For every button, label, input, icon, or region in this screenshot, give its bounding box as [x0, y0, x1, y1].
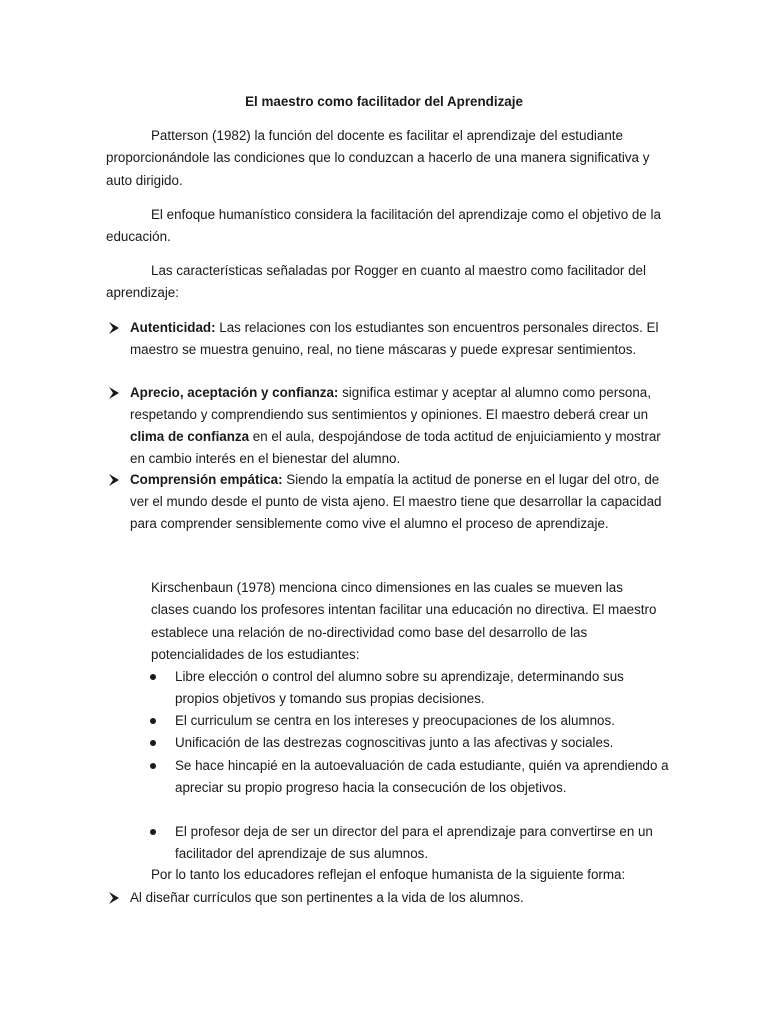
arrow-bullet-icon [108, 891, 120, 905]
text-aprecio-before: significa estimar y aceptar al alumno como persona, respetando y comprendiendo sus sentimientos y opiniones. El maestro deberá crear un [130, 385, 651, 422]
term-autenticidad: Autenticidad: [130, 320, 216, 335]
list-item-dimension-5 [175, 821, 671, 865]
dimension-text: Libre elección o control del alumno sobre su aprendizaje, determinando sus propios objetivos y tomando sus propias decisiones. [175, 669, 624, 706]
dimension-text: El curriculum se centra en los intereses y preocupaciones de los alumnos. [175, 713, 615, 728]
list-item-aprecio [130, 382, 666, 470]
list-item-dimension-3 [175, 732, 671, 754]
paragraph-kirschenbaun: Kirschenbaun (1978) menciona cinco dimensiones en las cuales se mueven las clases cuando los profesores intentan facilitar una educación no directiva. El maestro establece una relación de no-directividad como base del desarrollo de las potencialidades de los estudiantes: [151, 580, 657, 662]
document-title: El maestro como facilitador del Aprendizaje [245, 94, 523, 109]
dimension-text: El profesor deja de ser un director del para el aprendizaje para convertirse en un facilitador del aprendizaje de sus alumnos. [175, 824, 653, 861]
text-comprension: Siendo la empatía la actitud de ponerse en el lugar del otro, de ver el mundo desde el punto de vista ajeno. El maestro tiene que desarrollar la capacidad para comprender sensiblemente como vive el alumno el proceso de aprendizaje. [130, 472, 662, 531]
emphasis-clima-confianza: clima de confianza [130, 429, 250, 444]
list-item-dimension-1 [175, 666, 671, 710]
list-item-autenticidad [130, 317, 666, 361]
term-comprension: Comprensión empática: [130, 472, 283, 487]
bullet-dot-icon [150, 674, 156, 680]
dimension-text: Se hace hincapié en la autoevaluación de cada estudiante, quién va aprendiendo a apreciar su propio progreso hacia la consecución de los objetivos. [175, 758, 669, 795]
arrow-bullet-icon [108, 321, 120, 335]
arrow-bullet-icon [108, 473, 120, 487]
list-item-comprension [130, 469, 666, 535]
bullet-dot-icon [150, 763, 156, 769]
final-item-text: Al diseñar currículos que son pertinentes a la vida de los alumnos. [130, 890, 524, 905]
paragraph-enfoque: El enfoque humanístico considera la facilitación del aprendizaje como el objetivo de la educación. [106, 207, 661, 245]
paragraph-conclusion: Por lo tanto los educadores reflejan el enfoque humanista de la siguiente forma: [151, 867, 626, 882]
text-aprecio-after: en el aula, despojándose de toda actitud de enjuiciamiento y mostrar en cambio interés en el bienestar del alumno. [130, 429, 661, 466]
list-item-dimension-4 [175, 755, 671, 799]
text-autenticidad: Las relaciones con los estudiantes son encuentros personales directos. El maestro se muestra genuino, real, no tiene máscaras y puede expresar sentimientos. [130, 320, 659, 357]
bullet-dot-icon [150, 740, 156, 746]
paragraph-caracteristicas: Las características señaladas por Rogger en cuanto al maestro como facilitador del aprendizaje: [106, 263, 646, 301]
bullet-dot-icon [150, 829, 156, 835]
arrow-bullet-icon [108, 386, 120, 400]
list-item-dimension-2 [175, 710, 671, 732]
term-aprecio: Aprecio, aceptación y confianza: [130, 385, 339, 400]
dimension-text: Unificación de las destrezas cognoscitivas junto a las afectivas y sociales. [175, 735, 614, 750]
list-item-final-1 [130, 887, 666, 909]
bullet-dot-icon [150, 718, 156, 724]
paragraph-patterson: Patterson (1982) la función del docente es facilitar el aprendizaje del estudiante proporcionándole las condiciones que lo conduzcan a hacerlo de una manera significativa y auto dirigido. [106, 128, 650, 188]
